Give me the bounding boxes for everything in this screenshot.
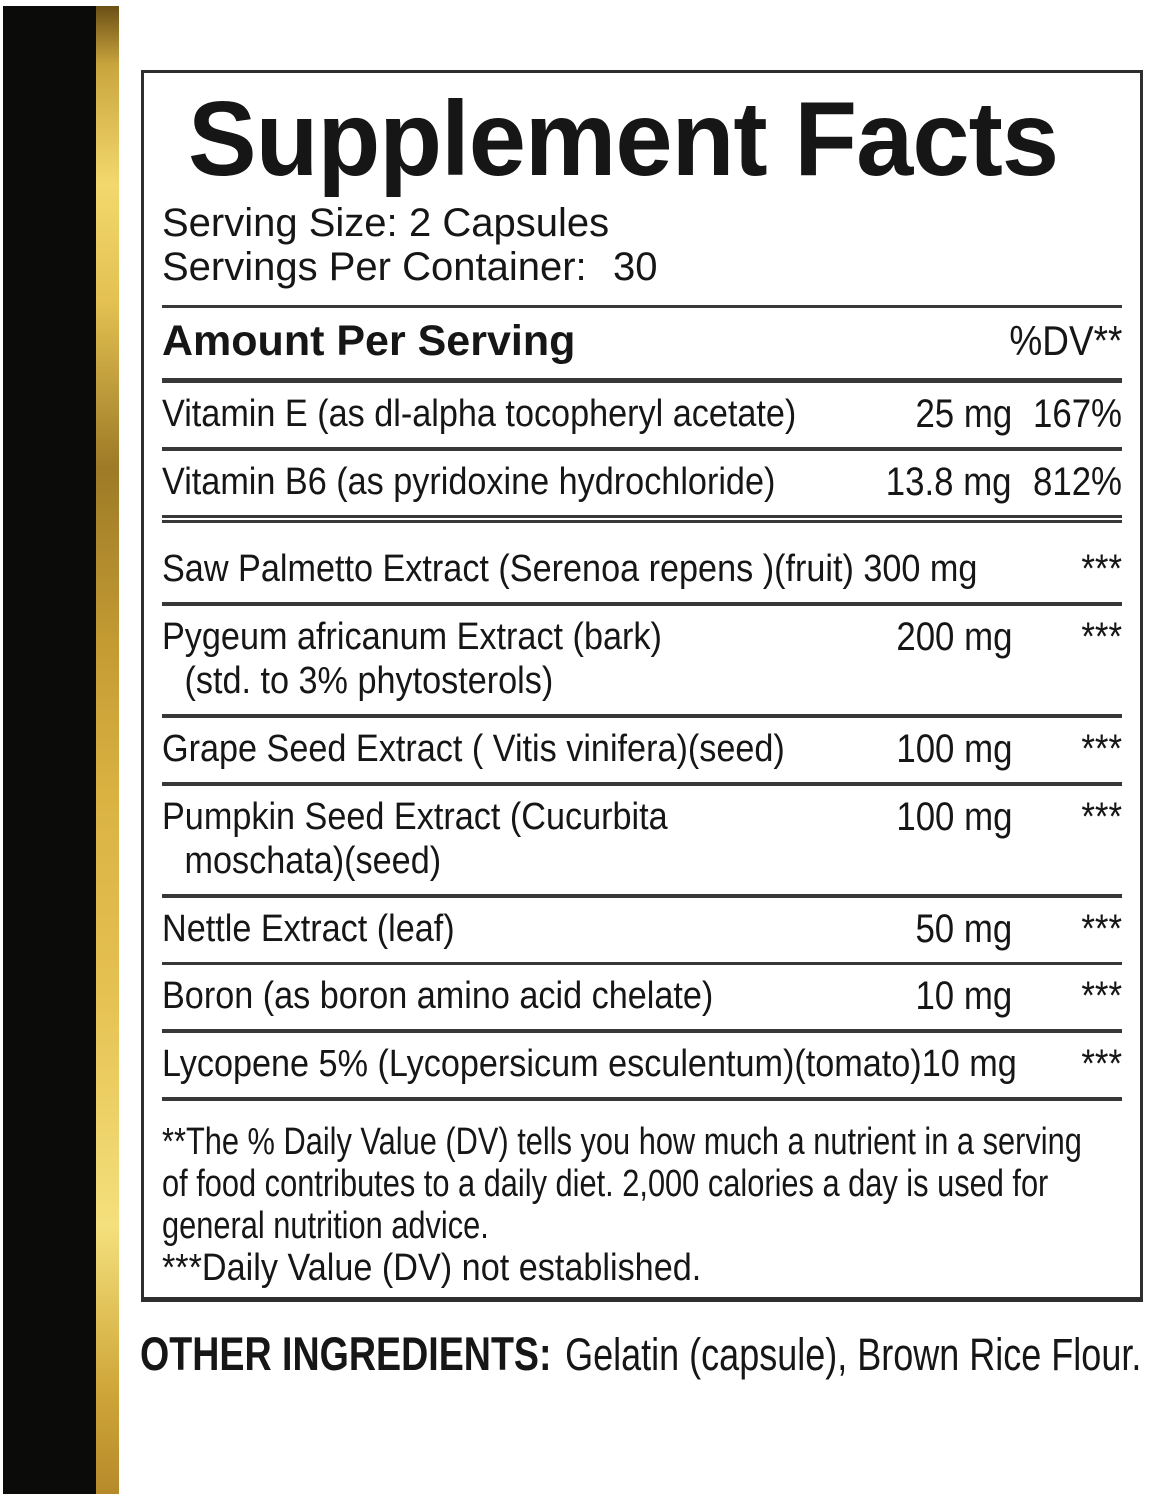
ingredient-amount: 100 mg <box>895 795 1012 839</box>
footnote-line: of food contributes to a daily diet. 2,000 calories a day is used for <box>162 1163 1049 1205</box>
servings-per-container-value: 30 <box>613 245 658 289</box>
ingredient-name: Pumpkin Seed Extract (Cucurbita moschata)(seed) <box>162 795 879 883</box>
left-black-bar <box>3 6 96 1494</box>
ingredient-dv: *** <box>1081 974 1122 1018</box>
ingredient-row <box>162 898 1122 962</box>
ingredient-dv: *** <box>1081 795 1122 839</box>
ingredient-name-line2: moschata)(seed) <box>184 840 442 882</box>
ingredient-name: Vitamin E (as dl-alpha tocopheryl acetate) <box>162 393 797 435</box>
ingredient-row <box>162 786 1122 894</box>
other-ingredients-label: OTHER INGREDIENTS: <box>140 1327 552 1380</box>
ingredient-dv: 167% <box>1032 392 1122 436</box>
ingredient-dv: 812% <box>1032 460 1122 504</box>
ingredient-name: Pygeum africanum Extract (bark) (std. to 3% phytosterols) <box>162 615 879 703</box>
ingredient-amount: 25 mg <box>915 392 1012 436</box>
ingredient-row <box>162 523 1122 602</box>
divider <box>162 1097 1122 1101</box>
ingredient-name: Lycopene 5% (Lycopersicum esculentum)(tomato)10 mg <box>162 1043 1017 1085</box>
ingredient-rows <box>162 383 1122 1101</box>
ingredient-amount: 13.8 mg <box>886 460 1012 504</box>
footnote-line: **The % Daily Value (DV) tells you how much a nutrient in a serving <box>162 1121 1082 1163</box>
percent-dv-header: %DV** <box>1009 317 1122 364</box>
ingredient-amount: 10 mg <box>915 974 1012 1018</box>
other-ingredients-line <box>140 1326 1141 1394</box>
ingredient-name: Saw Palmetto Extract (Serenoa repens )(fruit) 300 mg <box>162 548 978 590</box>
serving-info <box>162 201 1122 289</box>
ingredient-amount: 50 mg <box>915 907 1012 951</box>
column-header-row <box>162 308 1122 378</box>
servings-per-container-line <box>162 245 1122 289</box>
footnotes <box>162 1121 1122 1289</box>
gold-accent-stripe <box>96 6 119 1494</box>
supplement-facts-title: Supplement Facts <box>188 80 1059 198</box>
serving-size-value: 2 Capsules <box>409 201 610 245</box>
amount-per-serving-header: Amount Per Serving <box>162 317 576 365</box>
ingredient-dv: *** <box>1081 615 1122 659</box>
footnote-line: ***Daily Value (DV) not established. <box>162 1247 702 1289</box>
ingredient-name-line2: (std. to 3% phytosterols) <box>184 660 554 702</box>
ingredient-amount: 200 mg <box>895 615 1012 659</box>
ingredient-row <box>162 451 1122 515</box>
serving-size-label: Serving Size: <box>162 201 398 245</box>
supplement-facts-panel <box>141 70 1143 1302</box>
ingredient-name: Vitamin B6 (as pyridoxine hydrochloride) <box>162 461 776 503</box>
ingredient-name: Nettle Extract (leaf) <box>162 908 455 950</box>
divider <box>162 515 1122 523</box>
ingredient-dv: *** <box>1081 1042 1122 1086</box>
ingredient-dv: *** <box>1081 547 1122 591</box>
ingredient-amount: 100 mg <box>895 727 1012 771</box>
ingredient-dv: *** <box>1081 727 1122 771</box>
ingredient-name: Grape Seed Extract ( Vitis vinifera)(seed) <box>162 728 785 770</box>
ingredient-dv: *** <box>1081 907 1122 951</box>
serving-size-line <box>162 201 1122 245</box>
ingredient-row <box>162 1033 1122 1097</box>
ingredient-row <box>162 965 1122 1029</box>
ingredient-row <box>162 718 1122 782</box>
other-ingredients-value: Gelatin (capsule), Brown Rice Flour. <box>565 1329 1142 1380</box>
ingredient-name: Boron (as boron amino acid chelate) <box>162 975 714 1017</box>
servings-per-container-label: Servings Per Container: <box>162 245 587 289</box>
ingredient-row <box>162 383 1122 447</box>
footnote-line: general nutrition advice. <box>162 1205 489 1247</box>
ingredient-row <box>162 606 1122 714</box>
